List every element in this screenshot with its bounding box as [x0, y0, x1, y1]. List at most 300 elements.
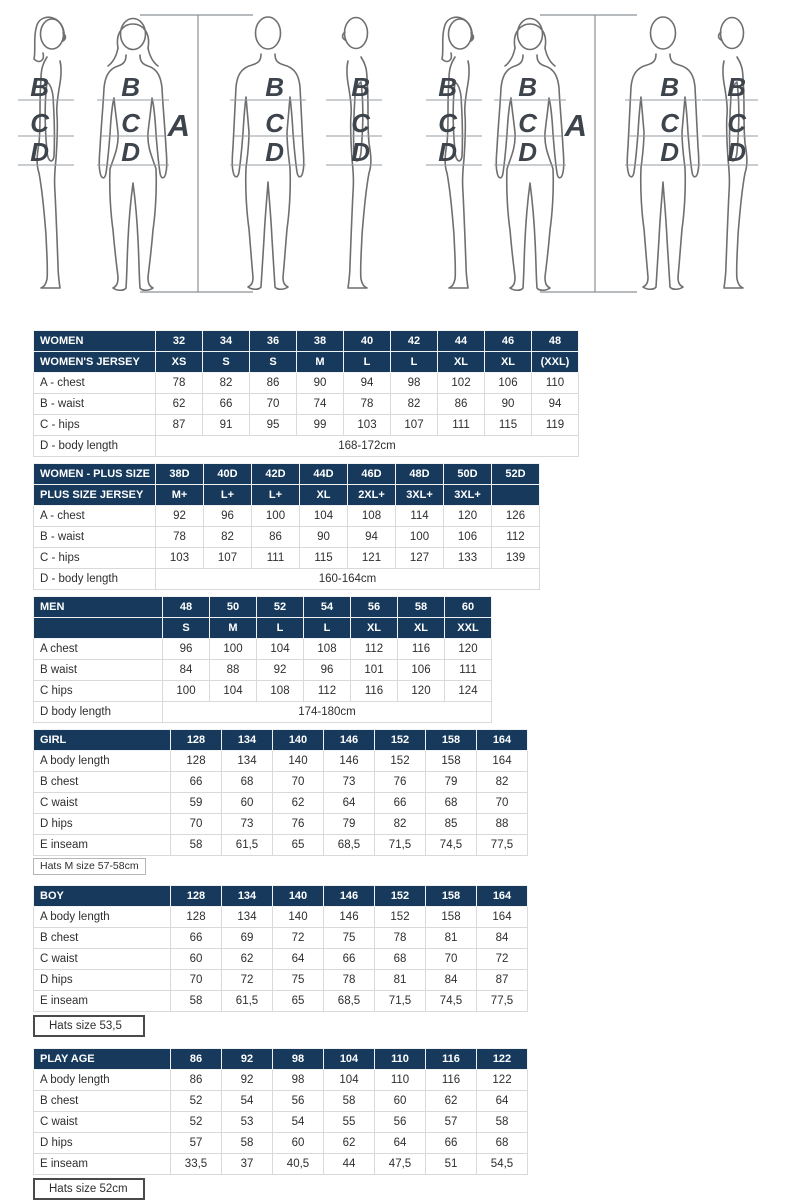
column-header: 42: [391, 331, 438, 352]
value-cell: 100: [252, 506, 300, 527]
value-cell: 75: [324, 928, 375, 949]
row-label: A chest: [34, 639, 163, 660]
value-cell: 70: [171, 970, 222, 991]
value-cell: 72: [222, 970, 273, 991]
value-cell: 65: [273, 835, 324, 856]
value-cell: 121: [348, 548, 396, 569]
size-table-boy: [33, 885, 528, 1012]
value-cell: 71,5: [375, 835, 426, 856]
row-label: C waist: [34, 949, 171, 970]
waist-label: C: [351, 108, 370, 138]
value-cell: 91: [203, 415, 250, 436]
jersey-size-header: L: [304, 618, 351, 639]
value-cell: 52: [171, 1112, 222, 1133]
value-cell: 108: [348, 506, 396, 527]
value-cell: 86: [171, 1070, 222, 1091]
column-header: 86: [171, 1049, 222, 1070]
value-cell: 115: [485, 415, 532, 436]
column-header: 38: [297, 331, 344, 352]
value-cell: 104: [210, 681, 257, 702]
value-cell: 60: [171, 949, 222, 970]
column-header: 38D: [156, 464, 204, 485]
value-cell: 84: [426, 970, 477, 991]
value-cell: 60: [222, 793, 273, 814]
value-cell: 76: [273, 814, 324, 835]
value-cell: 79: [426, 772, 477, 793]
column-header: 36: [250, 331, 297, 352]
value-cell: 72: [477, 949, 528, 970]
row-label: E inseam: [34, 991, 171, 1012]
value-cell: 82: [391, 394, 438, 415]
boy-table-block: [33, 885, 795, 1042]
value-cell: 58: [171, 835, 222, 856]
value-cell: 70: [171, 814, 222, 835]
jersey-size-header: L+: [252, 485, 300, 506]
value-cell: 69: [222, 928, 273, 949]
measurement-diagrams: [0, 0, 795, 318]
value-cell: 70: [250, 394, 297, 415]
column-header: 98: [273, 1049, 324, 1070]
value-cell: 64: [324, 793, 375, 814]
chest-label: B: [518, 72, 537, 102]
value-cell: 73: [324, 772, 375, 793]
value-cell: 52: [171, 1091, 222, 1112]
jersey-size-header: M: [297, 352, 344, 373]
column-header: 122: [477, 1049, 528, 1070]
value-cell: 158: [426, 907, 477, 928]
column-header: 92: [222, 1049, 273, 1070]
jersey-size-header: M+: [156, 485, 204, 506]
value-cell: 68: [375, 949, 426, 970]
row-label: C waist: [34, 1112, 171, 1133]
value-cell: 152: [375, 907, 426, 928]
jersey-size-header: L+: [204, 485, 252, 506]
value-cell: 71,5: [375, 991, 426, 1012]
value-cell: 164: [477, 751, 528, 772]
jersey-size-header: S: [203, 352, 250, 373]
value-cell: 158: [426, 751, 477, 772]
value-cell: 76: [375, 772, 426, 793]
value-cell: 86: [252, 527, 300, 548]
value-cell: 78: [324, 970, 375, 991]
chest-label: B: [660, 72, 679, 102]
value-cell: 120: [445, 639, 492, 660]
table-title: BOY: [34, 886, 171, 907]
value-cell: 92: [257, 660, 304, 681]
value-cell: 85: [426, 814, 477, 835]
value-cell: 116: [426, 1070, 477, 1091]
value-cell: 78: [375, 928, 426, 949]
value-cell: 99: [297, 415, 344, 436]
value-cell: 116: [351, 681, 398, 702]
column-header: 44D: [300, 464, 348, 485]
column-header: 56: [351, 597, 398, 618]
row-label: C hips: [34, 681, 163, 702]
value-cell: 82: [204, 527, 252, 548]
value-cell: 94: [344, 373, 391, 394]
column-header: 44: [438, 331, 485, 352]
value-cell: 54,5: [477, 1154, 528, 1175]
value-cell: 111: [445, 660, 492, 681]
column-header: 104: [324, 1049, 375, 1070]
hips-label: D: [518, 137, 537, 167]
value-cell: 51: [426, 1154, 477, 1175]
value-cell: 64: [273, 949, 324, 970]
column-header: 50: [210, 597, 257, 618]
waist-label: C: [438, 108, 457, 138]
value-cell: 84: [163, 660, 210, 681]
value-cell: 90: [297, 373, 344, 394]
size-table-women: [33, 330, 579, 457]
value-cell: 78: [156, 373, 203, 394]
hats-size-note: Hats M size 57-58cm: [33, 858, 146, 875]
jersey-size-header: M: [210, 618, 257, 639]
value-cell: 101: [351, 660, 398, 681]
table-subtitle: WOMEN'S JERSEY: [34, 352, 156, 373]
value-cell: 70: [426, 949, 477, 970]
jersey-size-header: L: [391, 352, 438, 373]
value-cell: 87: [477, 970, 528, 991]
waist-label: C: [265, 108, 284, 138]
value-cell: 33,5: [171, 1154, 222, 1175]
hips-label: D: [660, 137, 679, 167]
value-cell: 88: [210, 660, 257, 681]
table-title: MEN: [34, 597, 163, 618]
value-cell: 64: [375, 1133, 426, 1154]
value-cell: 104: [300, 506, 348, 527]
value-cell: 140: [273, 907, 324, 928]
value-cell: 54: [273, 1112, 324, 1133]
value-cell: 139: [492, 548, 540, 569]
column-header: 48D: [396, 464, 444, 485]
value-cell: 110: [532, 373, 579, 394]
value-cell: 68,5: [324, 835, 375, 856]
waist-label: C: [660, 108, 679, 138]
column-header: 50D: [444, 464, 492, 485]
waist-label: C: [727, 108, 746, 138]
value-cell: 104: [324, 1070, 375, 1091]
value-cell: 94: [348, 527, 396, 548]
woman-side-measurements: [18, 72, 74, 167]
column-header: 110: [375, 1049, 426, 1070]
row-label: E inseam: [34, 835, 171, 856]
value-cell: 66: [426, 1133, 477, 1154]
jersey-size-header: 3XL+: [396, 485, 444, 506]
value-cell: 68: [222, 772, 273, 793]
value-cell: 53: [222, 1112, 273, 1133]
hips-label: D: [351, 137, 370, 167]
value-cell: 115: [300, 548, 348, 569]
column-header: 134: [222, 730, 273, 751]
boy-side-measurements: [702, 72, 758, 167]
value-cell: 77,5: [477, 835, 528, 856]
column-header: 128: [171, 886, 222, 907]
value-cell: 37: [222, 1154, 273, 1175]
value-cell: 56: [273, 1091, 324, 1112]
value-cell: 58: [171, 991, 222, 1012]
value-cell: 82: [203, 373, 250, 394]
size-table-women-plus: [33, 463, 540, 590]
value-cell: 74: [297, 394, 344, 415]
column-header: 164: [477, 730, 528, 751]
value-cell: 127: [396, 548, 444, 569]
value-cell: 103: [156, 548, 204, 569]
value-cell: 90: [485, 394, 532, 415]
table-subtitle: [34, 618, 163, 639]
value-cell: 114: [396, 506, 444, 527]
column-header: 40D: [204, 464, 252, 485]
value-cell: 120: [398, 681, 445, 702]
value-cell: 62: [426, 1091, 477, 1112]
value-cell: 126: [492, 506, 540, 527]
column-header: 140: [273, 886, 324, 907]
value-cell: 104: [257, 639, 304, 660]
jersey-size-header: 3XL+: [444, 485, 492, 506]
value-cell: 100: [210, 639, 257, 660]
row-label: D hips: [34, 970, 171, 991]
column-header: 128: [171, 730, 222, 751]
value-cell: 116: [398, 639, 445, 660]
value-cell: 88: [477, 814, 528, 835]
girl-side-measurements: [426, 72, 482, 167]
column-header: 116: [426, 1049, 477, 1070]
value-cell: 78: [156, 527, 204, 548]
table-title: PLAY AGE: [34, 1049, 171, 1070]
value-cell: 90: [300, 527, 348, 548]
value-cell: 146: [324, 751, 375, 772]
column-header: 48: [163, 597, 210, 618]
row-label: B waist: [34, 660, 163, 681]
waist-label: C: [121, 108, 140, 138]
jersey-size-header: XL: [438, 352, 485, 373]
jersey-size-header: (XXL): [532, 352, 579, 373]
jersey-size-header: XXL: [445, 618, 492, 639]
value-cell: 95: [250, 415, 297, 436]
waist-label: C: [30, 108, 49, 138]
jersey-size-header: S: [250, 352, 297, 373]
value-cell: 66: [324, 949, 375, 970]
value-cell: 73: [222, 814, 273, 835]
women-table-block: [33, 330, 795, 457]
hips-label: D: [30, 137, 49, 167]
value-cell: 60: [375, 1091, 426, 1112]
column-header: 146: [324, 886, 375, 907]
column-header: 152: [375, 730, 426, 751]
row-label: A body length: [34, 1070, 171, 1091]
value-cell: 96: [204, 506, 252, 527]
value-cell: 87: [156, 415, 203, 436]
value-cell: 100: [163, 681, 210, 702]
value-cell: 152: [375, 751, 426, 772]
row-label: D - body length: [34, 569, 156, 590]
column-header: 42D: [252, 464, 300, 485]
body-length-span: 174-180cm: [163, 702, 492, 723]
row-label: B chest: [34, 772, 171, 793]
value-cell: 74,5: [426, 835, 477, 856]
hips-label: D: [265, 137, 284, 167]
girl-table-block: [33, 729, 795, 879]
value-cell: 92: [222, 1070, 273, 1091]
value-cell: 106: [485, 373, 532, 394]
value-cell: 108: [257, 681, 304, 702]
value-cell: 92: [156, 506, 204, 527]
size-tables: [0, 330, 795, 1200]
hats-size-note: Hats size 53,5: [33, 1015, 145, 1037]
height-label: A: [167, 108, 190, 143]
row-label: A body length: [34, 751, 171, 772]
value-cell: 111: [252, 548, 300, 569]
women-plus-table-block: [33, 463, 795, 590]
chest-label: B: [121, 72, 140, 102]
value-cell: 103: [344, 415, 391, 436]
value-cell: 82: [477, 772, 528, 793]
value-cell: 61,5: [222, 835, 273, 856]
value-cell: 66: [203, 394, 250, 415]
size-table-girl: [33, 729, 528, 856]
row-label: B chest: [34, 1091, 171, 1112]
row-label: B chest: [34, 928, 171, 949]
value-cell: 59: [171, 793, 222, 814]
value-cell: 128: [171, 751, 222, 772]
jersey-size-header: XL: [398, 618, 445, 639]
value-cell: 68,5: [324, 991, 375, 1012]
row-label: A body length: [34, 907, 171, 928]
column-header: 34: [203, 331, 250, 352]
value-cell: 58: [324, 1091, 375, 1112]
column-header: 140: [273, 730, 324, 751]
value-cell: 56: [375, 1112, 426, 1133]
chest-label: B: [727, 72, 746, 102]
men-table-block: [33, 596, 795, 723]
column-header: 134: [222, 886, 273, 907]
waist-label: C: [518, 108, 537, 138]
value-cell: 110: [375, 1070, 426, 1091]
jersey-size-header: L: [344, 352, 391, 373]
value-cell: 96: [304, 660, 351, 681]
column-header: 32: [156, 331, 203, 352]
chest-label: B: [351, 72, 370, 102]
value-cell: 164: [477, 907, 528, 928]
value-cell: 102: [438, 373, 485, 394]
value-cell: 75: [273, 970, 324, 991]
value-cell: 70: [477, 793, 528, 814]
value-cell: 98: [391, 373, 438, 394]
value-cell: 112: [351, 639, 398, 660]
column-header: 40: [344, 331, 391, 352]
value-cell: 66: [375, 793, 426, 814]
jersey-size-header: XL: [300, 485, 348, 506]
table-title: WOMEN - PLUS SIZE: [34, 464, 156, 485]
row-label: C waist: [34, 793, 171, 814]
row-label: C - hips: [34, 548, 156, 569]
value-cell: 122: [477, 1070, 528, 1091]
row-label: A - chest: [34, 506, 156, 527]
value-cell: 100: [396, 527, 444, 548]
value-cell: 146: [324, 907, 375, 928]
value-cell: 134: [222, 907, 273, 928]
row-label: D - body length: [34, 436, 156, 457]
column-header: 146: [324, 730, 375, 751]
value-cell: 94: [532, 394, 579, 415]
value-cell: 62: [222, 949, 273, 970]
value-cell: 44: [324, 1154, 375, 1175]
value-cell: 57: [426, 1112, 477, 1133]
man-side-measurements: [326, 72, 382, 167]
value-cell: 120: [444, 506, 492, 527]
row-label: D body length: [34, 702, 163, 723]
value-cell: 70: [273, 772, 324, 793]
hats-size-note: Hats size 52cm: [33, 1178, 145, 1200]
value-cell: 96: [163, 639, 210, 660]
column-header: 46: [485, 331, 532, 352]
value-cell: 47,5: [375, 1154, 426, 1175]
value-cell: 61,5: [222, 991, 273, 1012]
value-cell: 77,5: [477, 991, 528, 1012]
column-header: 52D: [492, 464, 540, 485]
value-cell: 66: [171, 928, 222, 949]
column-header: 152: [375, 886, 426, 907]
value-cell: 58: [477, 1112, 528, 1133]
jersey-size-header: [492, 485, 540, 506]
table-title: GIRL: [34, 730, 171, 751]
value-cell: 68: [477, 1133, 528, 1154]
value-cell: 106: [398, 660, 445, 681]
value-cell: 86: [250, 373, 297, 394]
value-cell: 133: [444, 548, 492, 569]
column-header: 164: [477, 886, 528, 907]
value-cell: 86: [438, 394, 485, 415]
value-cell: 107: [204, 548, 252, 569]
body-length-span: 160-164cm: [156, 569, 540, 590]
value-cell: 60: [273, 1133, 324, 1154]
table-subtitle: PLUS SIZE JERSEY: [34, 485, 156, 506]
column-header: 158: [426, 730, 477, 751]
jersey-size-header: L: [257, 618, 304, 639]
value-cell: 84: [477, 928, 528, 949]
size-table-play-age: [33, 1048, 528, 1175]
jersey-size-header: 2XL+: [348, 485, 396, 506]
column-header: 158: [426, 886, 477, 907]
value-cell: 82: [375, 814, 426, 835]
hips-label: D: [727, 137, 746, 167]
hips-label: D: [121, 137, 140, 167]
value-cell: 68: [426, 793, 477, 814]
value-cell: 74,5: [426, 991, 477, 1012]
row-label: D hips: [34, 814, 171, 835]
value-cell: 78: [344, 394, 391, 415]
jersey-size-header: XL: [485, 352, 532, 373]
value-cell: 72: [273, 928, 324, 949]
value-cell: 58: [222, 1133, 273, 1154]
value-cell: 124: [445, 681, 492, 702]
value-cell: 79: [324, 814, 375, 835]
column-header: 52: [257, 597, 304, 618]
value-cell: 111: [438, 415, 485, 436]
value-cell: 107: [391, 415, 438, 436]
row-label: A - chest: [34, 373, 156, 394]
row-label: B - waist: [34, 527, 156, 548]
value-cell: 62: [156, 394, 203, 415]
jersey-size-header: S: [163, 618, 210, 639]
chest-label: B: [265, 72, 284, 102]
size-table-men: [33, 596, 492, 723]
value-cell: 64: [477, 1091, 528, 1112]
value-cell: 98: [273, 1070, 324, 1091]
value-cell: 54: [222, 1091, 273, 1112]
table-title: WOMEN: [34, 331, 156, 352]
value-cell: 55: [324, 1112, 375, 1133]
value-cell: 140: [273, 751, 324, 772]
